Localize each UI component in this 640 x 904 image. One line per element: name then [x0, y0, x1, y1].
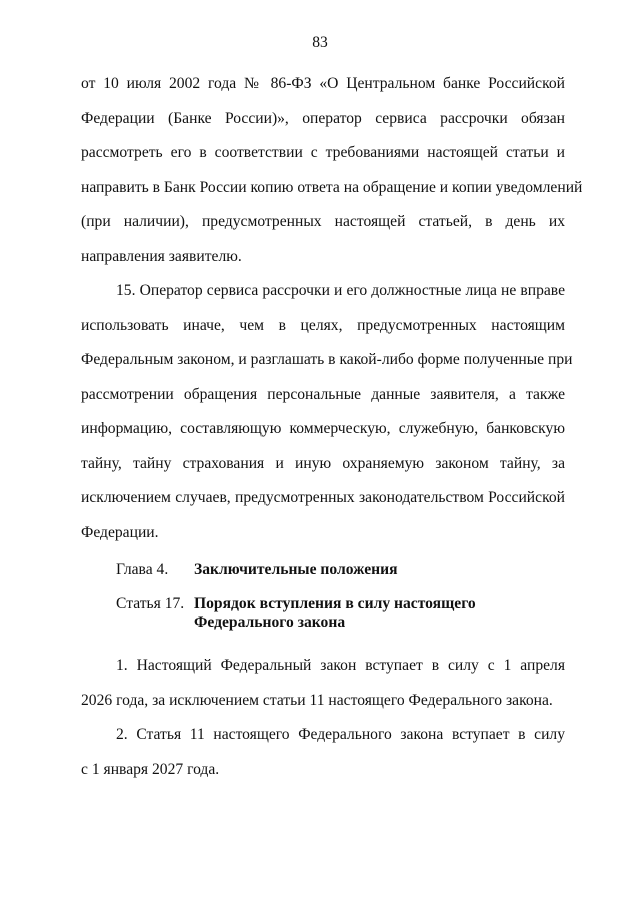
text-line: тайну, тайну страхования и иную охраняемую законом тайну, за [81, 454, 565, 472]
text-line: от 10 июля 2002 года № 86-ФЗ «О Центральном банке Российской [81, 75, 565, 92]
text-line: (при наличии), предусмотренных настоящей статьей, в день их [81, 213, 565, 230]
text-line: исключением случаев, предусмотренных законодательством Российской [81, 489, 565, 506]
chapter-title: Заключительные положения [194, 561, 398, 578]
article-label: Статья 17. [116, 595, 185, 612]
article-title-line: Федерального закона [194, 614, 346, 631]
text-line: 2026 года, за исключением статьи 11 настоящего Федерального закона. [81, 691, 553, 709]
text-line: Федерации. [81, 523, 159, 541]
text-line: рассмотрении обращения персональные данные заявителя, а также [81, 385, 565, 403]
text-line: Федеральным законом, и разглашать в какой-либо форме полученные при [81, 351, 573, 368]
text-line: с 1 января 2027 года. [81, 760, 220, 778]
article-title [194, 594, 484, 632]
continued-paragraph [81, 67, 583, 274]
page-number: 83 [312, 34, 328, 51]
chapter-heading [81, 560, 565, 579]
text-line: направления заявителю. [81, 247, 242, 265]
text-line: Федерации (Банке России)», оператор сервиса рассрочки обязан [81, 109, 565, 127]
text-line: 2. Статья 11 настоящего Федерального закона вступает в силу [116, 726, 565, 743]
article-paragraph-2 [81, 718, 565, 787]
article-paragraph-1 [81, 649, 565, 718]
text-line: рассмотреть его в соответствии с требованиями настоящей статьи и [81, 144, 565, 161]
text-line: 1. Настоящий Федеральный закон вступает в силу с 1 апреля [116, 657, 565, 674]
article-title-line: Порядок вступления в силу настоящего [194, 595, 476, 612]
chapter-label: Глава 4. [116, 561, 169, 578]
article-heading [81, 594, 565, 632]
text-line: направить в Банк России копию ответа на обращение и копии уведомлений [81, 178, 583, 196]
document-body [81, 67, 583, 787]
paragraph-15 [81, 274, 573, 550]
text-line: использовать иначе, чем в целях, предусмотренных настоящим [81, 316, 565, 334]
text-line: 15. Оператор сервиса рассрочки и его должностные лица не вправе [116, 282, 565, 299]
text-line: информацию, составляющую коммерческую, служебную, банковскую [81, 420, 565, 437]
